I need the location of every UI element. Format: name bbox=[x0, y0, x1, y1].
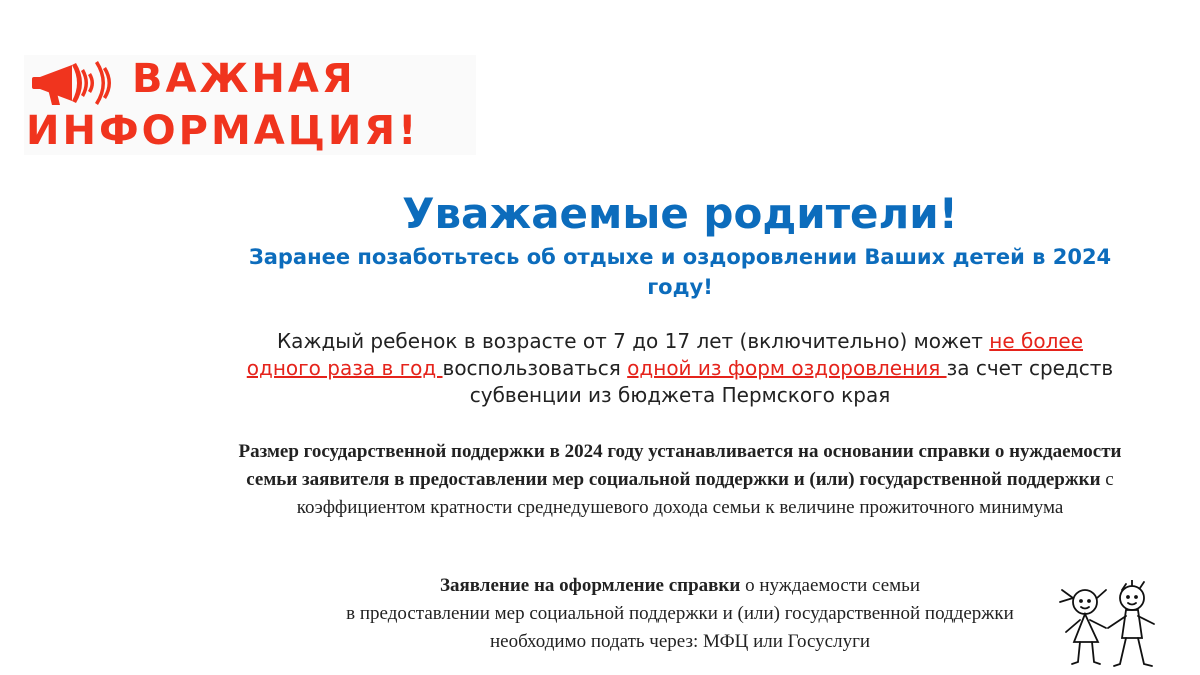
application-line-1 bbox=[220, 572, 1140, 600]
application-line-3: необходимо подать через: МФЦ или Госуслуги bbox=[489, 631, 871, 652]
page-title: Уважаемые родители! bbox=[402, 189, 958, 238]
application-line-2: в предоставлении мер социальной поддержки и (или) государственной поддержки bbox=[346, 603, 1014, 624]
application-bold: Заявление на оформление справки bbox=[439, 575, 741, 596]
banner-line-2: ИНФОРМАЦИЯ! bbox=[26, 108, 420, 154]
application-normal: о нуждаемости семьи bbox=[740, 575, 920, 596]
important-info-banner bbox=[24, 55, 476, 155]
support-size-paragraph bbox=[220, 438, 1140, 522]
banner-line-1: ВАЖНАЯ bbox=[132, 56, 356, 102]
megaphone-icon bbox=[26, 57, 130, 109]
support-size-bold: Размер государственной поддержки в 2024 году устанавливается на основании справки о нуждаемости семьи заявителя в предоставлении мер социальной поддержки и (или) государственной поддержки bbox=[238, 441, 1122, 490]
eligibility-text-2: воспользоваться bbox=[442, 356, 628, 380]
eligibility-text-1: Каждый ребенок в возрасте от 7 до 17 лет (включительно) может bbox=[276, 329, 990, 353]
frequency-highlight: не более одного раза в год bbox=[246, 329, 1083, 380]
eligibility-paragraph bbox=[240, 328, 1120, 409]
support-size-normal: с коэффициентом кратности среднедушевого дохода семьи к величине прожиточного минимума bbox=[296, 469, 1114, 518]
eligibility-text-3: за счет средств субвенции из бюджета Пермского края bbox=[469, 356, 1114, 407]
children-drawing-icon bbox=[1040, 580, 1170, 670]
form-highlight: одной из форм оздоровления bbox=[627, 356, 947, 380]
page-subtitle: Заранее позаботьтесь об отдыхе и оздоровлении Ваших детей в 2024 году! bbox=[248, 245, 1112, 299]
application-paragraph bbox=[220, 572, 1140, 656]
